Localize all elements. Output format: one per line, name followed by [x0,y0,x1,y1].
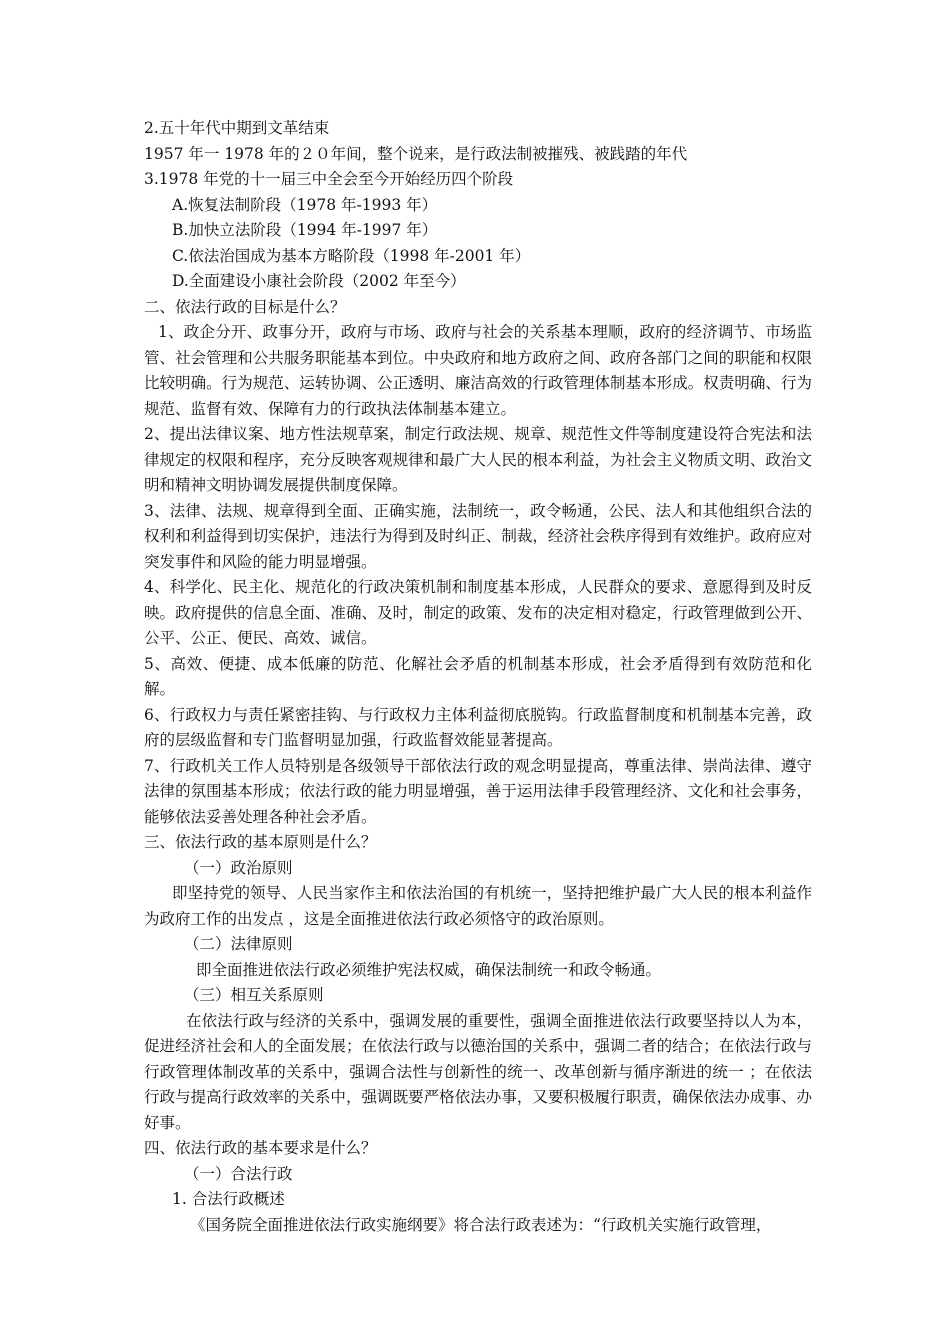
section-heading: 二、依法行政的目标是什么？ [144,297,346,316]
goal-paragraph: 4、科学化、民主化、规范化的行政决策机制和制度基本形成，人民群众的要求、意愿得到及时反映。政府提供的信息全面、准确、及时，制定的政策、发布的决定相对稳定，行政管理做到公开、公平、公正、便民、高效、诚信。 [144,578,812,647]
section-heading: 三、依法行政的基本原则是什么？ [144,833,377,851]
stage-item: C.依法治国成为基本方略阶段（1998 年-2001 年） [172,246,531,265]
goal-paragraph: 1、政企分开、政事分开，政府与市场、政府与社会的关系基本理顺，政府的经济调节、市场监管、社会管理和公共服务职能基本到位。中央政府和地方政府之间、政府各部门之间的职能和权限比较明确。行为规范、运转协调、公正透明、廉洁高效的行政管理体制基本形成。权责明确、行为规范、监督有效、保障有力的行政执法体制基本建立。 [144,323,812,418]
goal-paragraph: 6、行政权力与责任紧密挂钩、与行政权力主体利益彻底脱钩。行政监督制度和机制基本完善，政府的层级监督和专门监督明显加强，行政监督效能显著提高。 [144,705,812,749]
goal-paragraph: 3、法律、法规、规章得到全面、正确实施，法制统一，政令畅通，公民、法人和其他组织合法的权利和利益得到切实保护，违法行为得到及时纠正、制裁，经济社会秩序得到有效维护。政府应对突发事件和风险的能力明显增强。 [144,501,812,571]
section-subheading: 3.1978 年党的十一届三中全会至今开始经历四个阶段 [144,170,514,188]
stage-item: D.全面建设小康社会阶段（2002 年至今） [172,272,466,290]
principle-body: 即坚持党的领导、人民当家作主和依法治国的有机统一，坚持把维护最广大人民的根本利益作为政府工作的出发点 ，这是全面推进依法行政必须恪守的政治原则。 [144,884,812,928]
principle-body: 在依法行政与经济的关系中，强调发展的重要性，强调全面推进依法行政要坚持以人为本，促进经济社会和人的全面发展；在依法行政与以德治国的关系中，强调二者的结合；在依法行政与行政管理体制改革的关系中，强调合法性与创新性的统一、改革创新与循序渐进的统一 ；在依法行政与提高行政效率的关系中，强调既要严格依法办事，又要积极履行职责，确保依法办成事、办好事。 [144,1011,812,1132]
requirement-body: 《国务院全面推进依法行政实施纲要》将合法行政表述为：“行政机关实施行政管理， [190,1215,772,1234]
section-heading: 四、依法行政的基本要求是什么？ [144,1139,377,1157]
stage-item: B.加快立法阶段（1994 年-1997 年） [172,221,438,239]
goal-paragraph: 2、提出法律议案、地方性法规草案，制定行政法规、规章、规范性文件等制度建设符合宪法和法律规定的权限和程序，充分反映客观规律和最广大人民的根本利益，为社会主义物质文明、政治文明和精神文明协调发展提供制度保障。 [144,425,812,494]
document-body [144,116,812,1238]
goal-paragraph: 7、行政机关工作人员特别是各级领导干部依法行政的观念明显提高，尊重法律、崇尚法律、遵守法律的氛围基本形成；依法行政的能力明显增强，善于运用法律手段管理经济、文化和社会事务，能够依法妥善处理各种社会矛盾。 [144,756,812,826]
requirement-subtitle: 1. 合法行政概述 [172,1190,285,1208]
principle-title: （一）政治原则 [184,858,293,877]
stage-item: A.恢复法制阶段（1978 年-1993 年） [172,195,438,214]
text-line: 1957 年一 1978 年的２０年间，整个说来，是行政法制被摧残、被践踏的年代 [144,144,688,163]
principle-body: 即全面推进依法行政必须维护宪法权威，确保法制统一和政令畅通。 [196,960,662,979]
principle-title: （三）相互关系原则 [184,986,324,1004]
requirement-title: （一）合法行政 [184,1164,293,1183]
section-subheading: 2.五十年代中期到文革结束 [144,119,330,137]
principle-title: （二）法律原则 [184,935,293,953]
goal-paragraph: 5、高效、便捷、成本低廉的防范、化解社会矛盾的机制基本形成，社会矛盾得到有效防范和化解。 [144,654,812,698]
